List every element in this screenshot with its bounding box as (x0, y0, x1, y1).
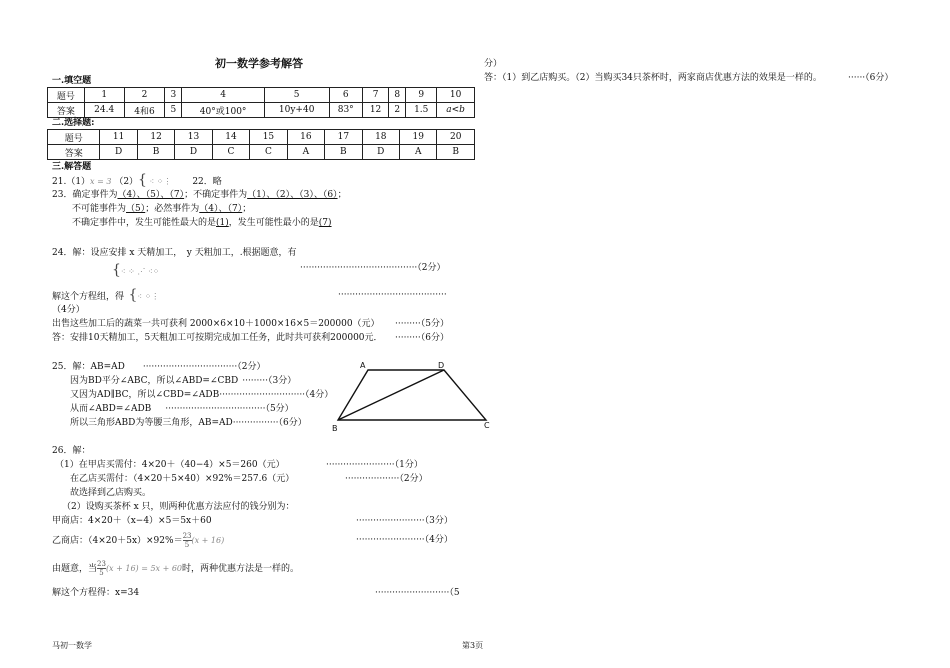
q26-line4: （2）设购买茶杯 x 只，则两种优惠方法应付的钱分别为： (62, 502, 295, 512)
q23-line1: 23．确定事件为（4）、（5）、（7）；不确定事件为（1）、（2）、（3）、（6）； (52, 190, 347, 200)
answer-cell: C (250, 145, 287, 160)
answer-cell: 1.5 (406, 103, 437, 118)
q26-line2: 在乙店买需付：（4×20＋5×40）×92%＝257.6（元） (70, 474, 295, 484)
q24-score1: ·········································（2分） (300, 263, 446, 273)
question-number-cell: 15 (250, 130, 287, 145)
answer-cell: 24.4 (84, 103, 124, 118)
q24-line3: 出售这些加工后的蔬菜一共可获利 2000×6×10＋1000×16×5＝200000（元） (52, 319, 380, 329)
q24-system: {⁖ ⁘ ⋰ ⁖⁘ (112, 262, 160, 278)
q24-score2: （4分） (52, 305, 85, 315)
answer-cell: 2 (389, 103, 406, 118)
q26-line3: 故选择到乙店购买。 (70, 488, 152, 498)
question-number-cell: 7 (362, 88, 388, 103)
q25-line2: 因为BD平分∠ABC，所以∠ABD=∠CBD ·········（3分） (70, 376, 297, 386)
question-number-cell: 5 (264, 88, 329, 103)
q22-answer: 22．略 (192, 177, 222, 187)
right-answer-line: 答：（1）到乙店购买。（2）当购买34只茶杯时，两家商店优惠方法的效果是一样的。 (484, 73, 822, 83)
answer-cell: C (212, 145, 249, 160)
system-brace-icon: { (138, 172, 147, 188)
q23-line2: 不可能事件为（5）；必然事件为（4）、（7）； (72, 204, 252, 214)
table-row-label: 题号 (48, 130, 100, 145)
fill-blank-table (47, 87, 475, 118)
vertex-d-label: D (438, 361, 445, 370)
vertex-b-label: B (332, 424, 338, 433)
q26-line1: （1）在甲店买需付：4×20＋（40−4）×5＝260（元） (55, 460, 285, 470)
question-number-cell: 3 (165, 88, 182, 103)
q26-line7: 由题意，当 $\frac{23}{5}$ (x + 16) = 5x + 60时，两种优惠方法是一样的。 (52, 560, 300, 577)
q24-score4: ·········（6分） (395, 333, 449, 343)
answer-cell: B (137, 145, 174, 160)
q24-dots2: ······································ (338, 290, 447, 300)
trapezoid-shape (338, 370, 486, 420)
q24-line4: 答：安排10天精加工，5天粗加工可按期完成加工任务，此时共可获利200000元． (52, 333, 383, 343)
question-number-cell: 19 (400, 130, 437, 145)
right-answer-score: ······（6分） (848, 73, 894, 83)
question-number-cell: 6 (329, 88, 362, 103)
choice-table (47, 129, 475, 160)
diagonal-bd (338, 370, 444, 420)
page-title: 初一数学参考解答 (215, 57, 303, 70)
answer-cell: 12 (362, 103, 388, 118)
q24-score3: ·········（5分） (395, 319, 449, 329)
question-number-cell: 20 (437, 130, 475, 145)
table-row-label: 答案 (48, 145, 100, 160)
question-number-cell: 9 (406, 88, 437, 103)
answer-cell: 4和6 (124, 103, 165, 118)
q21-part2-label: （2） (114, 177, 139, 187)
answer-cell: 5 (165, 103, 182, 118)
question-number-cell: 17 (325, 130, 362, 145)
table-row-label: 答案 (48, 103, 85, 118)
answer-cell: 10y+40 (264, 103, 329, 118)
answer-cell: D (175, 145, 212, 160)
q26-score1: ························（1分） (326, 460, 423, 470)
question-number-cell: 2 (124, 88, 165, 103)
question-number-cell: 14 (212, 130, 249, 145)
answer-cell: a<b (437, 103, 475, 118)
vertex-a-label: A (360, 361, 366, 370)
answer-cell: A (287, 145, 324, 160)
answer-cell: D (362, 145, 399, 160)
q26-line6: 乙商店：（4×20＋5x）×92%＝ $\frac{23}{5}$ (x + 16) (52, 532, 225, 549)
answer-cell: 40°或100° (182, 103, 264, 118)
q23-line3: 不确定事件中，发生可能性最大的是(1)，发生可能性最小的是(7) (72, 218, 332, 228)
question-number-cell: 11 (100, 130, 137, 145)
solve-section-title: 三.解答题 (52, 162, 92, 172)
q21-part2-answer: ⁖ ⁘⋮ (146, 177, 172, 186)
q21-answer: x = 3 (90, 177, 112, 186)
question-number-cell: 8 (389, 88, 406, 103)
question-number-cell: 12 (137, 130, 174, 145)
answer-cell: A (400, 145, 437, 160)
answer-cell: B (437, 145, 475, 160)
fill-blank-section-title: 一.填空题 (52, 76, 92, 86)
table-row-label: 题号 (48, 88, 85, 103)
vertex-c-label: C (484, 421, 490, 430)
q21-label: 21.（1） (52, 177, 91, 187)
q25-line1: 25．解：AB=AD ·································（2分） (52, 362, 266, 372)
q26-line8: 解这个方程得：x=34 (52, 588, 140, 598)
q26-score2: ···················（2分） (345, 474, 428, 484)
footer-left: 马初一数学 (52, 641, 92, 650)
answer-cell: 83° (329, 103, 362, 118)
q25-line4: 从而∠ABD=∠ADB ···································（5分） (70, 404, 294, 414)
q25-line5: 所以三角形ABD为等腰三角形，AB=AD················（6分） (70, 418, 307, 428)
choice-section-title: 二.选择题: (52, 118, 95, 128)
q26-line0: 26．解： (52, 446, 91, 456)
answer-cell: B (325, 145, 362, 160)
question-number-cell: 13 (175, 130, 212, 145)
q26-line5: 甲商店：4×20＋（x−4）×5＝5x＋60 (52, 516, 212, 526)
question-number-cell: 10 (437, 88, 475, 103)
question-number-cell: 18 (362, 130, 399, 145)
trapezoid-figure (328, 360, 498, 435)
question-number-cell: 4 (182, 88, 264, 103)
q26-score6: ························（4分） (356, 535, 453, 545)
answer-cell: D (100, 145, 137, 160)
page-number: 第3页 (462, 641, 484, 650)
q21-line (52, 174, 222, 188)
q26-score8: ··························（5 (375, 588, 460, 598)
q25-line3: 又因为AD∥BC，所以∠CBD=∠ADB······························（4分） (70, 390, 334, 400)
question-number-cell: 16 (287, 130, 324, 145)
q26-score5: ························（3分） (356, 516, 453, 526)
right-continuation: 分） (484, 59, 503, 69)
question-number-cell: 1 (84, 88, 124, 103)
q24-line2: 解这个方程组，得 {⁖ ⁘⋮ (52, 287, 160, 303)
q24-line1: 24．解：设应安排 x 天精加工， y 天粗加工，.根据题意，有 (52, 248, 297, 258)
